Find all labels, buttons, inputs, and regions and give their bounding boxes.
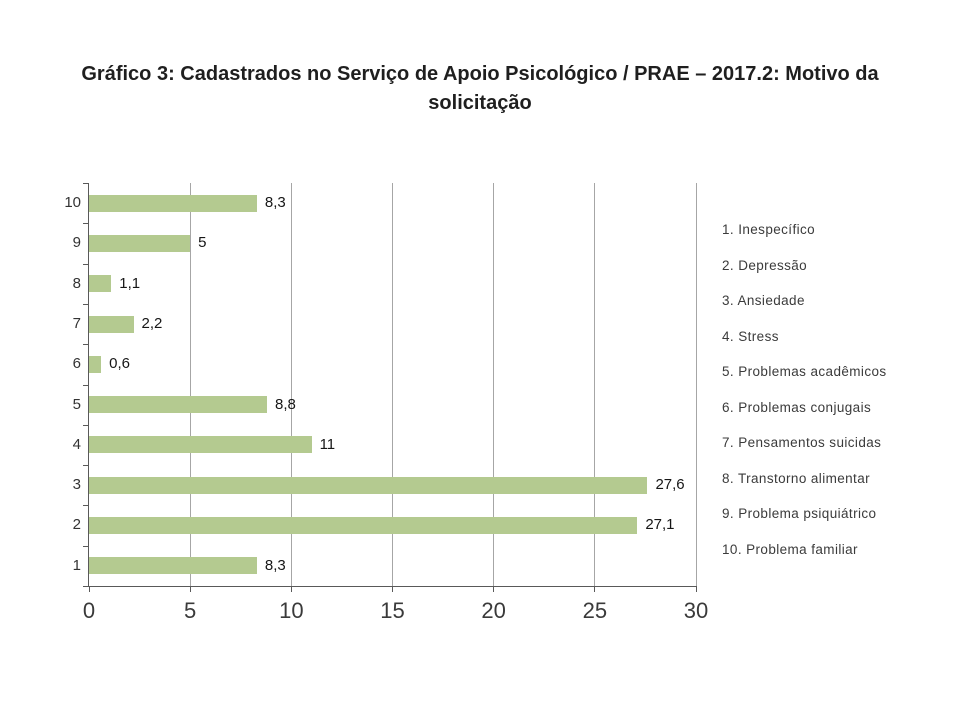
category-label: 2 — [72, 516, 81, 534]
bar-value-label: 8,8 — [275, 395, 296, 413]
x-axis-tick — [594, 586, 595, 592]
x-axis-label: 20 — [481, 598, 506, 623]
legend-item: 5. Problemas acadêmicos — [722, 364, 887, 379]
legend-item: 2. Depressão — [722, 257, 808, 273]
x-axis-tick — [696, 586, 697, 592]
bar-row — [72, 264, 696, 304]
x-axis-tick — [291, 586, 292, 592]
legend-item: 1. Inespecífico — [722, 222, 816, 237]
legend-item: 9. Problema psiquiátrico — [722, 506, 877, 521]
x-axis-label: 5 — [184, 598, 197, 623]
chart-title-line-1: Gráfico 3: Cadastrados no Serviço de Apoio Psicológico / PRAE – 2017.2: Motivo da — [81, 63, 879, 85]
bar-row — [72, 344, 696, 384]
legend — [722, 223, 952, 563]
legend-item: 10. Problema familiar — [722, 541, 858, 557]
x-axis-label: 30 — [683, 598, 709, 623]
bar-row — [72, 223, 696, 263]
bar — [89, 316, 134, 333]
category-label: 8 — [72, 274, 81, 292]
x-axis-tick — [89, 586, 90, 592]
x-axis-label: 10 — [279, 598, 304, 623]
chart-title — [0, 60, 960, 118]
x-axis-label: 25 — [582, 598, 608, 623]
bar — [89, 436, 312, 453]
bar-row — [72, 505, 696, 545]
bar-value-label: 0,6 — [109, 355, 130, 373]
category-label: 6 — [72, 355, 81, 373]
bar-value-label: 5 — [198, 234, 207, 252]
legend-item: 3. Ansiedade — [722, 293, 805, 308]
bar-value-label: 8,3 — [264, 556, 286, 574]
chart-title-line-2: solicitação — [428, 92, 532, 114]
category-label: 9 — [72, 234, 81, 252]
category-label: 5 — [72, 395, 81, 413]
bar — [89, 356, 101, 373]
bar-value-label: 1,1 — [119, 274, 141, 292]
bar — [89, 517, 637, 534]
bar — [89, 275, 111, 292]
category-label: 7 — [72, 314, 81, 332]
bar — [89, 195, 257, 212]
bar — [89, 396, 267, 413]
legend-item: 6. Problemas conjugais — [722, 399, 872, 415]
bar-value-label: 27,6 — [655, 476, 685, 494]
bar — [89, 235, 190, 252]
x-axis-label: 0 — [82, 598, 96, 623]
x-axis-tick — [190, 586, 191, 592]
category-label: 10 — [64, 194, 81, 211]
category-label: 4 — [72, 435, 81, 453]
bar-row — [72, 546, 696, 586]
x-axis-tick — [392, 586, 393, 592]
bar-row — [64, 183, 696, 223]
bar-row — [72, 465, 696, 505]
category-label: 3 — [72, 476, 81, 494]
bar-row — [72, 304, 696, 344]
category-label: 1 — [72, 556, 81, 574]
bar-value-label: 11 — [319, 435, 336, 453]
bar — [89, 477, 647, 494]
bar-value-label: 27,1 — [645, 516, 675, 534]
bar-row — [72, 425, 696, 465]
legend-item: 7. Pensamentos suicidas — [722, 435, 882, 450]
plot-area — [64, 183, 709, 623]
bar-value-label: 2,2 — [141, 314, 163, 332]
x-axis-label: 15 — [380, 598, 405, 623]
legend-item: 8. Transtorno alimentar — [722, 470, 871, 486]
legend-item: 4. Stress — [722, 328, 779, 344]
bar-row — [72, 385, 696, 425]
bar-value-label: 8,3 — [264, 194, 286, 211]
bar — [89, 557, 257, 574]
x-axis-tick — [493, 586, 494, 592]
